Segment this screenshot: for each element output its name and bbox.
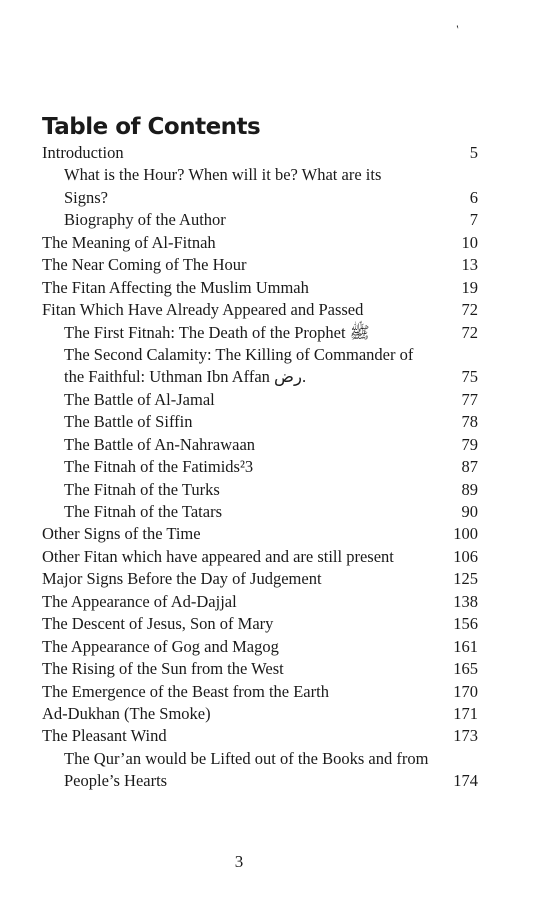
toc-entry-page: 79: [461, 434, 478, 454]
toc-entry-title: The Fitan Affecting the Muslim Ummah: [42, 277, 309, 297]
toc-entry-title: The Fitnah of the Turks: [64, 479, 220, 499]
toc-entry: [42, 254, 478, 276]
toc-entry-title: The Battle of Al-Jamal: [64, 389, 215, 409]
toc-entry-page: 19: [461, 277, 478, 297]
toc-entry: [42, 299, 478, 321]
toc-entry: [42, 142, 478, 164]
toc-entry-title: The Second Calamity: The Killing of Commander of: [64, 344, 414, 364]
page-number: 3: [234, 852, 244, 871]
toc-entry: [42, 770, 478, 792]
toc-entry-title: The Appearance of Ad-Dajjal: [42, 591, 237, 611]
toc-entry: [42, 187, 478, 209]
toc-entry: [42, 322, 478, 344]
toc-entry: [42, 456, 478, 478]
toc-entry-title: Ad-Dukhan (The Smoke): [42, 703, 211, 723]
toc-entry-title: The Pleasant Wind: [42, 726, 167, 746]
toc-entry-title: Other Signs of the Time: [42, 524, 201, 544]
toc-entry: [42, 501, 478, 523]
toc-entry: [42, 389, 478, 411]
toc-entry: [42, 546, 478, 568]
toc-entry-page: 89: [461, 479, 478, 499]
toc-entry-page: 165: [453, 659, 478, 679]
toc-entry-page: 90: [461, 502, 478, 521]
toc-entry-page: 13: [461, 255, 478, 275]
toc-entry: [42, 411, 478, 433]
toc-entry: [42, 523, 478, 545]
toc-entry-title: The Fitnah of the Tatars: [64, 502, 222, 521]
toc-entry-page: 78: [461, 412, 478, 432]
toc-entry-page: 10: [461, 232, 478, 252]
toc-entry-page: 72: [461, 300, 478, 320]
toc-entry: [42, 344, 478, 366]
toc-entry-title: Other Fitan which have appeared and are still present: [42, 546, 394, 566]
toc-entry: [42, 613, 478, 635]
toc-entry-title: the Faithful: Uthman Ibn Affan رض.: [64, 367, 307, 387]
toc-entry-page: 174: [453, 771, 478, 791]
toc-entry-title: The Battle of An-Nahrawaan: [64, 434, 256, 454]
toc-entry-page: 77: [461, 389, 478, 409]
toc-entry-page: 5: [469, 143, 478, 162]
toc-entry-title: The Appearance of Gog and Magog: [42, 636, 279, 656]
toc-entry-page: 125: [453, 569, 478, 589]
toc-entry: [42, 568, 478, 590]
toc-entry: [42, 591, 478, 613]
toc-entry: [42, 725, 478, 747]
toc-entry-title: The Fitnah of the Fatimids²3: [64, 457, 254, 477]
toc-entry-page: 100: [453, 524, 478, 544]
toc-entry-page: 72: [461, 322, 478, 342]
toc-entry-page: 75: [461, 367, 478, 387]
toc-entry-title: People’s Hearts: [64, 771, 168, 791]
toc-entry-title: Biography of the Author: [64, 210, 226, 230]
toc-entry-title: The Rising of the Sun from the West: [42, 659, 284, 679]
toc-entry-title: The Qur’an would be Lifted out of the Books and from: [64, 748, 429, 768]
toc-entry-page: 6: [469, 187, 478, 207]
toc-entry: [42, 164, 478, 186]
toc-entry-page: 7: [469, 210, 478, 230]
toc-entry-title: Signs?: [64, 187, 109, 207]
toc-entry: [42, 434, 478, 456]
toc-list: [42, 142, 478, 793]
toc-entry-title: Fitan Which Have Already Appeared and Passed: [42, 300, 364, 320]
toc-entry-page: 173: [453, 726, 478, 746]
toc-entry: [42, 658, 478, 680]
toc-entry-title: The Emergence of the Beast from the Earth: [42, 681, 329, 701]
toc-entry-title: The Descent of Jesus, Son of Mary: [42, 614, 274, 634]
toc-entry: [42, 209, 478, 231]
toc-entry-page: 156: [453, 614, 478, 634]
toc-entry: [42, 681, 478, 703]
toc-entry: [42, 479, 478, 501]
toc-entry-page: 138: [453, 591, 478, 611]
toc-entry-page: 171: [453, 703, 478, 723]
toc-entry-page: 161: [453, 636, 478, 656]
toc-entry-title: The Battle of Siffin: [64, 412, 193, 432]
toc-entry: [42, 636, 478, 658]
toc-entry-title: Introduction: [42, 143, 124, 162]
toc-entry-page: 106: [453, 546, 478, 566]
toc-entry: [42, 366, 478, 388]
toc-entry-title: Major Signs Before the Day of Judgement: [42, 569, 322, 589]
toc-entry-title: The First Fitnah: The Death of the Prophet ﷺ: [64, 322, 370, 342]
toc-entry: [42, 277, 478, 299]
toc-entry: [42, 703, 478, 725]
page-title: Table of Contents: [42, 114, 261, 140]
toc-entry-title: The Meaning of Al-Fitnah: [42, 232, 216, 252]
toc-entry: [42, 232, 478, 254]
corner-mark: ′: [454, 22, 464, 36]
toc-entry: [42, 748, 478, 770]
toc-entry-page: 170: [453, 681, 478, 701]
toc-entry-title: What is the Hour? When will it be? What are its: [64, 165, 382, 185]
toc-entry-page: 87: [461, 457, 478, 477]
toc-entry-title: The Near Coming of The Hour: [42, 255, 247, 275]
